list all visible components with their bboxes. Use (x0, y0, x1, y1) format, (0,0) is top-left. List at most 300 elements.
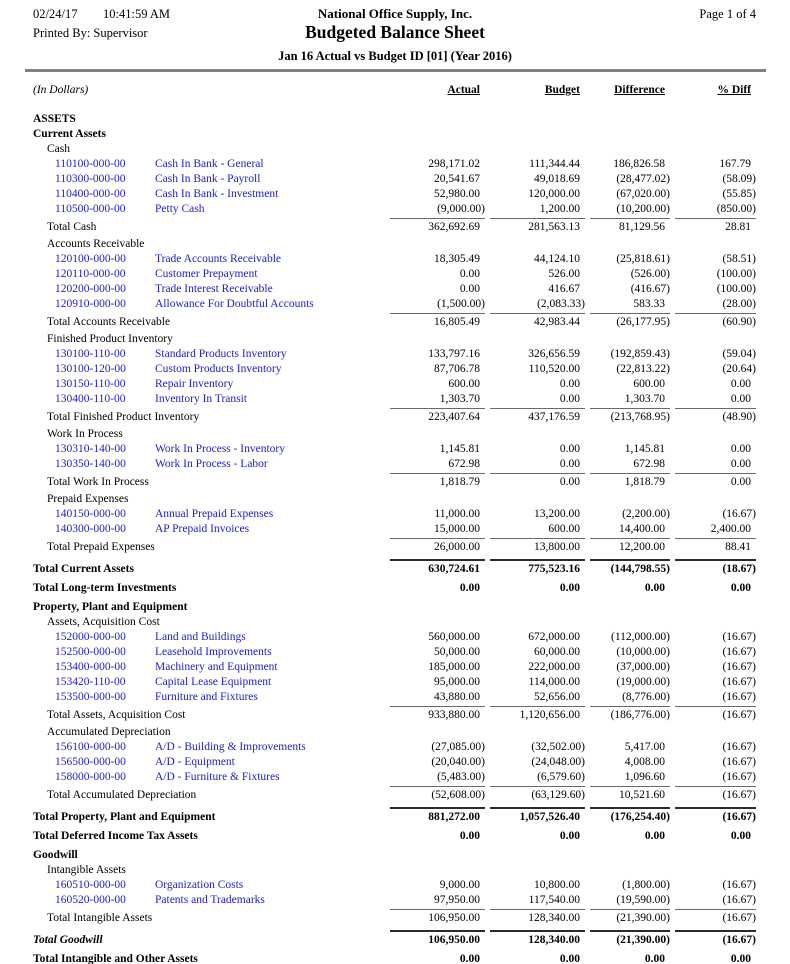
account-code-link[interactable]: 160520-000-00 (55, 894, 126, 906)
account-label (0, 630, 390, 645)
account-row (0, 893, 790, 908)
row-label: Total Finished Product Inventory (47, 411, 200, 423)
account-name-link[interactable]: A/D - Equipment (155, 756, 235, 768)
pct-diff-value: 88.41 (675, 538, 756, 555)
difference-value: (526.00) (630, 268, 670, 280)
actual-value: 18,305.49 (434, 253, 480, 265)
account-name-link[interactable]: Cash In Bank - Investment (155, 188, 279, 200)
row-label: Finished Product Inventory (47, 333, 173, 345)
account-name-link[interactable]: Repair Inventory (155, 378, 234, 390)
pct-diff-value: (55.85) (722, 188, 756, 200)
actual-value: 133,797.16 (428, 348, 480, 360)
difference-value: 4,008.00 (624, 756, 665, 768)
account-label (0, 457, 390, 472)
total-row (0, 313, 790, 330)
account-name-link[interactable]: Trade Accounts Receivable (155, 253, 282, 265)
difference-value: 12,200.00 (590, 538, 670, 555)
pct-diff-value: (16.67) (722, 631, 756, 643)
row-label: Total Intangible and Other Assets (33, 953, 198, 964)
actual-value: 1,303.70 (439, 393, 480, 405)
pct-diff-value: (16.67) (675, 706, 756, 723)
difference-value: 1,145.81 (624, 443, 665, 455)
difference-value: 0.00 (644, 953, 665, 964)
actual-value: 630,724.61 (390, 559, 485, 577)
account-code-link[interactable]: 130150-110-00 (55, 378, 126, 390)
total-row (0, 909, 790, 926)
account-label (0, 770, 390, 785)
pct-diff-value: (16.67) (722, 691, 756, 703)
account-name-link[interactable]: Customer Prepayment (155, 268, 258, 280)
pct-diff-value: (16.67) (675, 909, 756, 926)
budget-value: 600.00 (548, 523, 580, 535)
account-code-link[interactable]: 110100-000-00 (55, 158, 126, 170)
account-label (0, 893, 390, 908)
account-name-link[interactable]: A/D - Building & Improvements (155, 741, 306, 753)
account-row (0, 522, 790, 537)
pct-diff-value: 28.81 (675, 218, 756, 235)
account-name-link[interactable]: Cash In Bank - General (155, 158, 264, 170)
difference-value: (22,813.22) (616, 363, 670, 375)
difference-value: (19,000.00) (616, 676, 670, 688)
account-name-link[interactable]: Custom Products Inventory (155, 363, 282, 375)
account-row (0, 377, 790, 392)
account-row (0, 660, 790, 675)
actual-value: 43,880.00 (434, 691, 480, 703)
actual-value: 95,000.00 (434, 676, 480, 688)
group-row (0, 237, 790, 252)
budget-value: 437,176.59 (490, 408, 585, 425)
actual-value: (27,085.00) (431, 741, 485, 753)
actual-value: 881,272.00 (390, 807, 485, 825)
actual-value: (20,040.00) (431, 756, 485, 768)
account-row (0, 202, 790, 217)
difference-value: (26,177.95) (590, 313, 670, 330)
account-row (0, 675, 790, 690)
account-code-link[interactable]: 130100-110-00 (55, 348, 126, 360)
account-label (0, 442, 390, 457)
actual-value: 50,000.00 (434, 646, 480, 658)
total-row (0, 408, 790, 425)
actual-value: 87,706.78 (434, 363, 480, 375)
difference-value: (8,776.00) (622, 691, 670, 703)
account-name-link[interactable]: Standard Products Inventory (155, 348, 287, 360)
row-label: Total Work In Process (47, 476, 149, 488)
pct-diff-value: (16.67) (722, 646, 756, 658)
budget-value: 775,523.16 (490, 559, 585, 577)
group-row (0, 142, 790, 157)
budget-value: 0.00 (490, 473, 585, 490)
account-label (0, 282, 390, 297)
budget-value: 60,000.00 (534, 646, 580, 658)
actual-value: 672.98 (448, 458, 480, 470)
row-label: Accumulated Depreciation (47, 726, 171, 738)
account-row (0, 755, 790, 770)
actual-value: 0.00 (459, 268, 480, 280)
account-label (0, 377, 390, 392)
difference-value: (25,818.61) (616, 253, 670, 265)
pct-diff-value: (16.67) (675, 786, 756, 803)
report-body (0, 112, 790, 964)
pct-diff-value: (18.67) (675, 559, 756, 577)
account-code-link[interactable]: 110300-000-00 (55, 173, 126, 185)
difference-value: (144,798.55) (590, 559, 670, 577)
account-name-link[interactable]: AP Prepaid Invoices (155, 523, 250, 535)
account-code-link[interactable]: 120100-000-00 (55, 253, 126, 265)
account-label (0, 690, 390, 705)
account-row (0, 457, 790, 472)
account-code-link[interactable]: 152500-000-00 (55, 646, 126, 658)
difference-value: (1,800.00) (622, 879, 670, 891)
pct-diff-value: (16.67) (722, 894, 756, 906)
account-name-link[interactable]: Capital Lease Equipment (155, 676, 272, 688)
account-row (0, 630, 790, 645)
difference-value: (19,590.00) (616, 894, 670, 906)
account-label (0, 740, 390, 755)
account-code-link[interactable]: 153420-110-00 (55, 676, 126, 688)
account-code-link[interactable]: 130350-140-00 (55, 458, 126, 470)
account-code-link[interactable]: 156500-000-00 (55, 756, 126, 768)
difference-value: 186,826.58 (613, 158, 665, 170)
account-code-link[interactable]: 110400-000-00 (55, 188, 126, 200)
account-label (0, 172, 390, 187)
group-row (0, 863, 790, 878)
account-name-link[interactable]: Cash In Bank - Payroll (155, 173, 261, 185)
account-code-link[interactable]: 140300-000-00 (55, 523, 126, 535)
budget-value: 111,344.44 (529, 158, 580, 170)
actual-value: 0.00 (459, 283, 480, 295)
difference-value: (112,000.00) (611, 631, 670, 643)
account-row (0, 252, 790, 267)
grand-row (0, 807, 790, 825)
row-label: Total Prepaid Expenses (47, 541, 155, 553)
group-row (0, 492, 790, 507)
budget-value: 672,000.00 (528, 631, 580, 643)
row-label: Total Goodwill (33, 934, 103, 946)
grand-row (0, 952, 790, 964)
column-header-budget: Budget (544, 84, 580, 96)
section-row (0, 600, 790, 615)
difference-value: (21,390.00) (590, 930, 670, 948)
row-label: Total Accounts Receivable (47, 316, 171, 328)
account-label (0, 660, 390, 675)
pct-diff-value: 0.00 (730, 582, 751, 594)
budget-value: (32,502.00) (531, 741, 585, 753)
difference-value: (416.67) (630, 283, 670, 295)
actual-value: (5,483.00) (437, 771, 485, 783)
actual-value: 223,407.64 (390, 408, 485, 425)
pct-diff-value: (100.00) (716, 268, 756, 280)
printed-by: Printed By: Supervisor (33, 26, 148, 40)
group-row (0, 615, 790, 630)
pct-diff-value: (20.64) (722, 363, 756, 375)
account-row (0, 157, 790, 172)
pct-diff-value: 0.00 (675, 473, 756, 490)
pct-diff-value: (16.67) (722, 661, 756, 673)
actual-value: 1,818.79 (390, 473, 485, 490)
account-code-link[interactable]: 120910-000-00 (55, 298, 126, 310)
budget-value: 0.00 (559, 378, 580, 390)
account-row (0, 297, 790, 312)
actual-value: 106,950.00 (390, 930, 485, 948)
actual-value: 185,000.00 (428, 661, 480, 673)
actual-value: 0.00 (459, 582, 480, 594)
difference-value: (176,254.40) (590, 807, 670, 825)
column-header-actual: Actual (447, 84, 480, 96)
budget-value: (63,129.60) (490, 786, 585, 803)
total-row (0, 473, 790, 490)
pct-diff-value: 0.00 (730, 953, 751, 964)
account-code-link[interactable]: 160510-000-00 (55, 879, 126, 891)
budget-value: 222,000.00 (528, 661, 580, 673)
budget-value: 110,520.00 (528, 363, 580, 375)
budget-value: 13,800.00 (490, 538, 585, 555)
budget-value: 0.00 (559, 393, 580, 405)
actual-value: 933,880.00 (390, 706, 485, 723)
difference-value: 1,096.60 (624, 771, 665, 783)
pct-diff-value: (16.67) (722, 508, 756, 520)
account-code-link[interactable]: 152000-000-00 (55, 631, 126, 643)
account-name-link[interactable]: Inventory In Transit (155, 393, 247, 405)
difference-value: (10,000.00) (616, 646, 670, 658)
budget-value: 128,340.00 (490, 930, 585, 948)
account-row (0, 740, 790, 755)
actual-value: 298,171.02 (428, 158, 480, 170)
difference-value: 1,303.70 (624, 393, 665, 405)
account-code-link[interactable]: 120110-000-00 (55, 268, 126, 280)
account-code-link[interactable]: 153500-000-00 (55, 691, 126, 703)
account-name-link[interactable]: Machinery and Equipment (155, 661, 278, 673)
account-row (0, 392, 790, 407)
pct-diff-value: (28.00) (722, 298, 756, 310)
group-row (0, 725, 790, 740)
account-label (0, 202, 390, 217)
budget-value: 526.00 (548, 268, 580, 280)
account-code-link[interactable]: 110500-000-00 (55, 203, 126, 215)
budget-value: 128,340.00 (490, 909, 585, 926)
print-time: 10:41:59 AM (103, 7, 171, 21)
difference-value: 0.00 (644, 830, 665, 842)
difference-value: 1,818.79 (590, 473, 670, 490)
page-number: Page 1 of 4 (699, 7, 756, 21)
pct-diff-value: (100.00) (716, 283, 756, 295)
account-row (0, 172, 790, 187)
pct-diff-value: 2,400.00 (710, 523, 751, 535)
account-code-link[interactable]: 130310-140-00 (55, 443, 126, 455)
total-row (0, 538, 790, 555)
budget-value: (6,579.60) (537, 771, 585, 783)
account-code-link[interactable]: 156100-000-00 (55, 741, 126, 753)
pct-diff-value: (16.67) (722, 741, 756, 753)
grand-row (0, 559, 790, 577)
report-title: Budgeted Balance Sheet (305, 22, 485, 42)
print-date: 02/24/17 (33, 7, 78, 21)
pct-diff-value: (16.67) (722, 879, 756, 891)
account-row (0, 267, 790, 282)
row-label: Total Intangible Assets (47, 912, 153, 924)
budget-value: 1,120,656.00 (490, 706, 585, 723)
budget-value: 120,000.00 (528, 188, 580, 200)
difference-value: (28,477.02) (616, 173, 670, 185)
account-code-link[interactable]: 153400-000-00 (55, 661, 126, 673)
report-subtitle: Jan 16 Actual vs Budget ID [01] (Year 2016) (278, 49, 512, 63)
row-label: Current Assets (33, 128, 106, 140)
budget-value: 326,656.59 (528, 348, 580, 360)
actual-value: (9,000.00) (437, 203, 485, 215)
pct-diff-value: (16.67) (722, 771, 756, 783)
difference-value: 0.00 (644, 582, 665, 594)
budget-value: 0.00 (559, 582, 580, 594)
difference-value: 5,417.00 (624, 741, 665, 753)
account-name-link[interactable]: Land and Buildings (155, 631, 246, 643)
header-divider (25, 69, 766, 72)
actual-value: 0.00 (459, 830, 480, 842)
budget-value: 1,200.00 (539, 203, 580, 215)
actual-value: 106,950.00 (390, 909, 485, 926)
total-row (0, 786, 790, 803)
row-label: Prepaid Expenses (47, 493, 129, 505)
actual-value: 9,000.00 (439, 879, 480, 891)
account-row (0, 878, 790, 893)
pct-diff-value: (59.04) (722, 348, 756, 360)
account-label (0, 878, 390, 893)
account-label (0, 347, 390, 362)
account-code-link[interactable]: 120200-000-00 (55, 283, 126, 295)
pct-diff-value: 0.00 (730, 393, 751, 405)
pct-diff-value: 0.00 (730, 443, 751, 455)
actual-value: 560,000.00 (428, 631, 480, 643)
difference-value: (186,776.00) (590, 706, 670, 723)
account-row (0, 362, 790, 377)
pct-diff-value: (58.09) (722, 173, 756, 185)
account-row (0, 645, 790, 660)
pct-diff-value: 0.00 (730, 830, 751, 842)
account-name-link[interactable]: A/D - Furniture & Fixtures (155, 771, 280, 783)
column-header-difference: Difference (614, 84, 665, 96)
pct-diff-value: (16.67) (722, 756, 756, 768)
difference-value: (67,020.00) (616, 188, 670, 200)
budget-value: 416.67 (548, 283, 580, 295)
account-name-link[interactable]: Organization Costs (155, 879, 244, 891)
difference-value: 600.00 (633, 378, 665, 390)
row-label: Intangible Assets (47, 864, 126, 876)
account-label (0, 297, 390, 312)
difference-value: (213,768.95) (590, 408, 670, 425)
account-row (0, 442, 790, 457)
row-label: Total Accumulated Depreciation (47, 789, 197, 801)
account-name-link[interactable]: Allowance For Doubtful Accounts (155, 298, 314, 310)
actual-value: (52,608.00) (390, 786, 485, 803)
row-label: Cash (47, 143, 70, 155)
account-code-link[interactable]: 130400-110-00 (55, 393, 126, 405)
difference-value: (192,859.43) (610, 348, 670, 360)
account-name-link[interactable]: Work In Process - Inventory (155, 443, 286, 455)
row-label: Total Current Assets (33, 563, 134, 575)
budget-value: 44,124.10 (534, 253, 580, 265)
budget-value: 49,018.69 (534, 173, 580, 185)
account-label (0, 157, 390, 172)
account-name-link[interactable]: Work In Process - Labor (155, 458, 268, 470)
difference-value: 583.33 (633, 298, 665, 310)
account-label (0, 392, 390, 407)
actual-value: 0.00 (459, 953, 480, 964)
units-label: (In Dollars) (33, 84, 89, 96)
row-label: Goodwill (33, 849, 78, 861)
actual-value: 11,000.00 (434, 508, 480, 520)
budget-value: 0.00 (559, 953, 580, 964)
budget-value: 13,200.00 (534, 508, 580, 520)
account-label (0, 675, 390, 690)
account-name-link[interactable]: Petty Cash (155, 203, 205, 215)
account-row (0, 507, 790, 522)
pct-diff-value: (16.67) (675, 930, 756, 948)
budget-value: 117,540.00 (528, 894, 580, 906)
account-label (0, 187, 390, 202)
grand-row (0, 581, 790, 596)
row-label: Work In Process (47, 428, 123, 440)
budget-value: (24,048.00) (531, 756, 585, 768)
row-label: Total Assets, Acquisition Cost (47, 709, 186, 721)
budget-value: 281,563.13 (490, 218, 585, 235)
account-row (0, 282, 790, 297)
row-label: Total Property, Plant and Equipment (33, 811, 216, 823)
account-name-link[interactable]: Patents and Trademarks (155, 894, 265, 906)
budget-value: 1,057,526.40 (490, 807, 585, 825)
account-label (0, 645, 390, 660)
account-code-link[interactable]: 130100-120-00 (55, 363, 126, 375)
account-code-link[interactable]: 158000-000-00 (55, 771, 126, 783)
difference-value: (21,390.00) (590, 909, 670, 926)
actual-value: 26,000.00 (390, 538, 485, 555)
actual-value: 52,980.00 (434, 188, 480, 200)
row-label: Total Deferred Income Tax Assets (33, 830, 198, 842)
group-row (0, 427, 790, 442)
account-label (0, 267, 390, 282)
account-label (0, 507, 390, 522)
account-name-link[interactable]: Leasehold Improvements (155, 646, 272, 658)
account-row (0, 347, 790, 362)
pct-diff-value: (16.67) (675, 807, 756, 825)
group-row (0, 332, 790, 347)
difference-value: (2,200.00) (622, 508, 670, 520)
difference-value: 14,400.00 (619, 523, 665, 535)
grand-row (0, 930, 790, 948)
account-name-link[interactable]: Annual Prepaid Expenses (155, 508, 274, 520)
actual-value: (1,500.00) (437, 298, 485, 310)
actual-value: 600.00 (448, 378, 480, 390)
actual-value: 1,145.81 (439, 443, 480, 455)
pct-diff-value: 0.00 (730, 378, 751, 390)
account-name-link[interactable]: Furniture and Fixtures (155, 691, 258, 703)
actual-value: 97,950.00 (434, 894, 480, 906)
budget-value: 0.00 (559, 443, 580, 455)
pct-diff-value: (60.90) (675, 313, 756, 330)
budget-value: 42,983.44 (490, 313, 585, 330)
budget-value: 10,800.00 (534, 879, 580, 891)
difference-value: (10,200.00) (616, 203, 670, 215)
pct-diff-value: (58.51) (722, 253, 756, 265)
actual-value: 16,805.49 (390, 313, 485, 330)
section-row (0, 848, 790, 863)
budget-value: (2,083.33) (537, 298, 585, 310)
account-label (0, 362, 390, 377)
account-label (0, 755, 390, 770)
account-row (0, 690, 790, 705)
row-label: Property, Plant and Equipment (33, 601, 188, 613)
pct-diff-value: 167.79 (719, 158, 751, 170)
account-code-link[interactable]: 140150-000-00 (55, 508, 126, 520)
account-name-link[interactable]: Trade Interest Receivable (155, 283, 273, 295)
company-name: National Office Supply, Inc. (317, 6, 473, 21)
